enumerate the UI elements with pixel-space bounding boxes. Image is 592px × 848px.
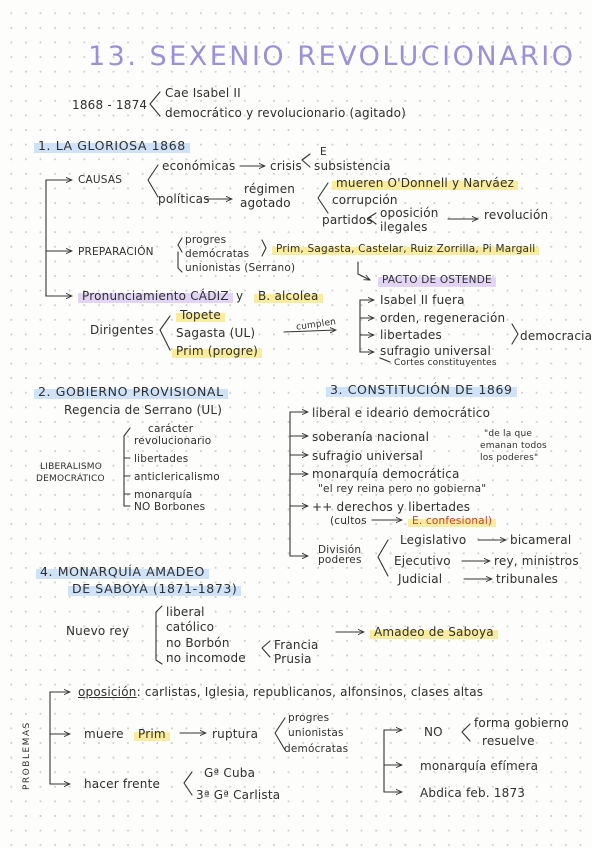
section-4-heading-1: 4. MONARQUÍA AMADEO xyxy=(36,565,209,579)
nuevo-rey-label: Nuevo rey xyxy=(66,624,130,638)
prob-guerra-carlista: 3ª Gª Carlista xyxy=(196,788,281,802)
oposicion-label: oposición xyxy=(380,206,439,220)
poder-judicial: Judicial xyxy=(398,572,443,586)
const-poderes: poderes xyxy=(318,554,362,566)
prob-guerra-cuba: Gª Cuba xyxy=(204,766,256,780)
prep-unionistas: unionistas (Serrano) xyxy=(185,262,296,274)
pron-and: y xyxy=(236,289,244,303)
dirigente-sagasta: Sagasta (UL) xyxy=(176,326,256,340)
corrupcion-label: corrupción xyxy=(332,193,398,207)
section-3-heading: 3. CONSTITUCIÓN DE 1869 xyxy=(326,383,517,397)
const-quote1c: los poderes" xyxy=(480,453,539,463)
const-econf: E. confesional) xyxy=(408,514,496,528)
prep-nombres: Prim, Sagasta, Castelar, Ruiz Zorrilla, Pi Margall xyxy=(272,242,539,256)
poder-tribunales: tribunales xyxy=(496,572,559,586)
gp-anticlericalismo: anticlericalismo xyxy=(134,471,220,483)
causas-label: CAUSAS xyxy=(78,174,123,186)
const-sufragio: sufragio universal xyxy=(312,449,423,463)
rey-no-incomode: no incomode xyxy=(166,651,246,665)
partidos-label: partidos xyxy=(322,213,373,227)
prob-democratas: demócratas xyxy=(284,743,349,755)
crisis-e-label: E xyxy=(320,146,327,158)
prob-no: NO xyxy=(424,725,443,739)
pais-francia: Francia xyxy=(274,638,319,652)
obj-orden: orden, regeneración xyxy=(380,311,506,325)
democratico-label: DEMOCRÁTICO xyxy=(36,474,105,484)
const-division: División xyxy=(318,544,362,556)
const-derechos: ++ derechos y libertades xyxy=(312,500,471,514)
obj-sufragio: sufragio universal xyxy=(380,344,491,358)
obj-isabel-fuera: Isabel II fuera xyxy=(380,293,465,307)
const-monarquia: monarquía democrática xyxy=(312,467,460,481)
crisis-subsistencia: subsistencia xyxy=(314,159,391,173)
rey-liberal: liberal xyxy=(166,605,205,619)
ilegales-label: ilegales xyxy=(380,220,428,234)
prob-monarquia-efimera: monarquía efímera xyxy=(420,759,539,773)
section-1-heading: 1. LA GLORIOSA 1868 xyxy=(34,139,190,153)
preparacion-label: PREPARACIÓN xyxy=(78,246,154,258)
poder-bicameral: bicameral xyxy=(510,533,572,547)
causa-politicas: políticas xyxy=(158,192,210,206)
prob-prim: Prim xyxy=(134,727,170,741)
const-liberal: liberal e ideario democrático xyxy=(312,406,491,420)
intro-item-2: democrático y revolucionario (agitado) xyxy=(165,106,407,120)
problemas-label: PROBLEMAS xyxy=(22,721,32,790)
gp-caracter: carácter xyxy=(148,423,194,435)
crisis-label: crisis xyxy=(270,159,302,173)
rey-no-borbon: no Borbón xyxy=(166,636,230,650)
gp-monarquia: monarquía xyxy=(134,489,193,501)
causa-economicas: económicas xyxy=(162,159,236,173)
const-soberania: soberanía nacional xyxy=(312,430,430,444)
prob-oposicion: oposición: carlistas, Iglesia, republicanos, alfonsinos, clases altas xyxy=(78,685,484,699)
poder-ejecutivo: Ejecutivo xyxy=(394,554,451,568)
regimen-label: régimen xyxy=(244,182,296,196)
page-title: 13. SEXENIO REVOLUCIONARIO xyxy=(88,41,576,72)
period-dates: 1868 - 1874 xyxy=(72,98,148,112)
poder-rey-ministros: rey, ministros xyxy=(494,554,579,568)
revolucion-label: revolución xyxy=(484,208,549,222)
gp-no-borbones: NO Borbones xyxy=(134,501,206,513)
dirigentes-label: Dirigentes xyxy=(90,323,154,337)
const-cultos: (cultos xyxy=(330,515,367,527)
section-2-heading: 2. GOBIERNO PROVISIONAL xyxy=(34,385,228,399)
gp-revolucionario: revolucionario xyxy=(134,435,212,447)
section-4-heading-2: DE SABOYA (1871-1873) xyxy=(68,582,241,596)
const-quote2: "el rey reina pero no gobierna" xyxy=(318,483,487,495)
rey-catolico: católico xyxy=(166,620,215,634)
obj-libertades: libertades xyxy=(380,328,442,342)
obj-cortes: Cortes constituyentes xyxy=(394,358,497,368)
prob-muere: muere xyxy=(84,727,124,741)
mueren-line: mueren O'Donnell y Narváez xyxy=(332,176,518,190)
batalla-alcolea: B. alcolea xyxy=(254,289,323,303)
prep-democratas: demócratas xyxy=(185,248,250,260)
const-quote1a: "de la que xyxy=(484,429,533,439)
pais-prusia: Prusia xyxy=(274,652,312,666)
prob-abdica: Abdica feb. 1873 xyxy=(420,786,526,800)
democracia-label: democracia xyxy=(520,329,592,343)
amadeo-saboya: Amadeo de Saboya xyxy=(370,625,498,639)
poder-legislativo: Legislativo xyxy=(400,533,467,547)
liberalismo-label: LIBERALISMO xyxy=(40,462,103,472)
prob-unionistas: unionistas xyxy=(288,727,344,739)
pronunciamiento-cadiz: Pronunciamiento CÁDIZ xyxy=(78,289,233,303)
prep-progres: progres xyxy=(185,234,227,246)
dirigente-prim: Prim (progre) xyxy=(172,344,262,358)
prob-forma-gobierno: forma gobierno xyxy=(474,716,569,730)
pacto-ostende: PACTO DE OSTENDE xyxy=(378,273,496,287)
prob-hacer-frente: hacer frente xyxy=(84,777,161,791)
prob-progres: progres xyxy=(288,712,330,724)
prob-ruptura: ruptura xyxy=(212,727,259,741)
cumplen-label: cumplen xyxy=(295,317,337,333)
agotado-label: agotado xyxy=(240,196,291,210)
prob-resuelve: resuelve xyxy=(482,734,535,748)
gp-libertades: libertades xyxy=(134,453,189,465)
const-quote1b: emanan todos xyxy=(480,441,547,451)
regencia-serrano: Regencia de Serrano (UL) xyxy=(64,403,223,417)
dirigente-topete: Topete xyxy=(176,308,225,322)
intro-item-1: Cae Isabel II xyxy=(165,86,241,100)
